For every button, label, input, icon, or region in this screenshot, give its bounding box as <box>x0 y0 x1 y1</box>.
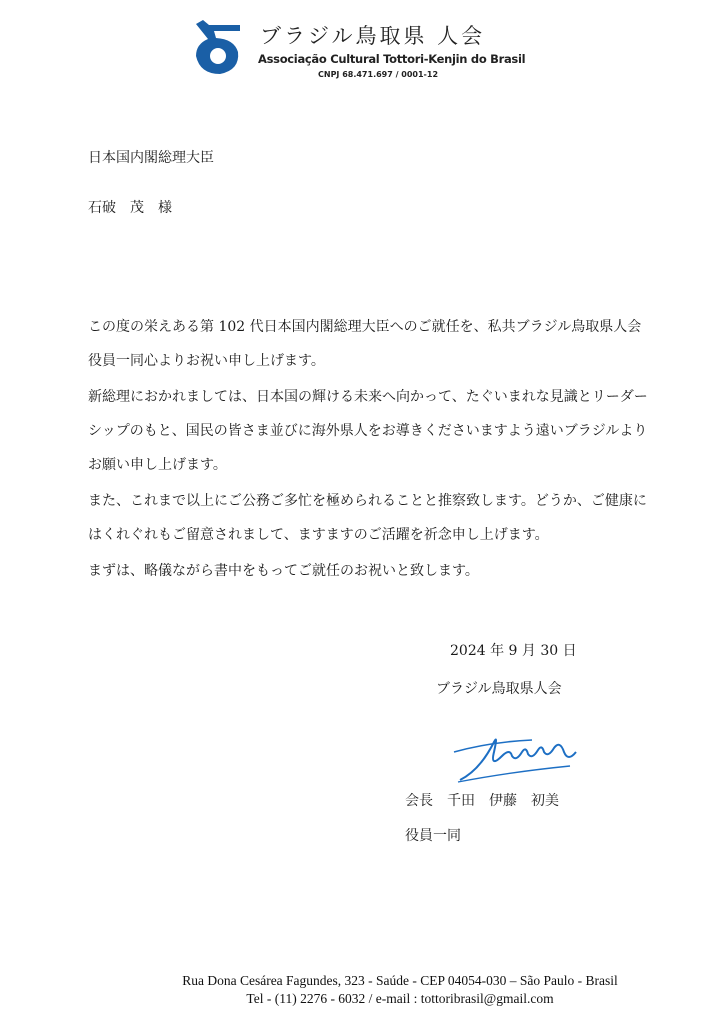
body-paragraph: まずは、略儀ながら書中をもってご就任のお祝いと致します。 <box>88 563 479 579</box>
tottori-bird-logo-icon <box>190 18 246 76</box>
sender-organization: ブラジル鳥取県人会 <box>436 681 562 697</box>
letterhead <box>190 18 550 88</box>
officers-line: 役員一同 <box>405 828 461 844</box>
handwritten-signature-icon <box>450 722 580 786</box>
addressee <box>88 148 214 218</box>
body-paragraph: この度の栄えある第 102 代日本国内閣総理大臣へのご就任を、私共ブラジル鳥取県人会役員一同心よりお祝い申し上げます。 <box>88 319 642 369</box>
letter-date: 2024 年 9 月 30 日 <box>450 643 577 659</box>
org-name-pt: Associação Cultural Tottori-Kenjin do Brasil <box>258 52 526 66</box>
org-name-jp: ブラジル鳥取県 人会 <box>260 24 486 48</box>
addressee-name: 石破 茂 様 <box>88 200 172 216</box>
org-cnpj: CNPJ 68.471.697 / 0001-12 <box>318 70 439 79</box>
body-paragraph: また、これまで以上にご公務ご多忙を極められることと推察致します。どうか、ご健康にはくれぐれもご留意されまして、ますますのご活躍を祈念申し上げます。 <box>88 493 647 543</box>
footer-address: Rua Dona Cesárea Fagundes, 323 - Saúde - CEP 04054-030 – São Paulo - Brasil <box>182 973 618 988</box>
addressee-title: 日本国内閣総理大臣 <box>88 150 214 166</box>
footer-contact: Tel - (11) 2276 - 6032 / e-mail : tottoribrasil@gmail.com <box>246 991 554 1006</box>
footer <box>150 972 650 1008</box>
body-paragraph: 新総理におかれましては、日本国の輝ける未来へ向かって、たぐいまれな見識とリーダーシップのもと、国民の皆さま並びに海外県人をお導きくださいますよう遠いブラジルよりお願い申し上げます。 <box>88 389 648 473</box>
letter-body <box>88 310 648 590</box>
signer-name: 会長 千田 伊藤 初美 <box>405 793 559 809</box>
